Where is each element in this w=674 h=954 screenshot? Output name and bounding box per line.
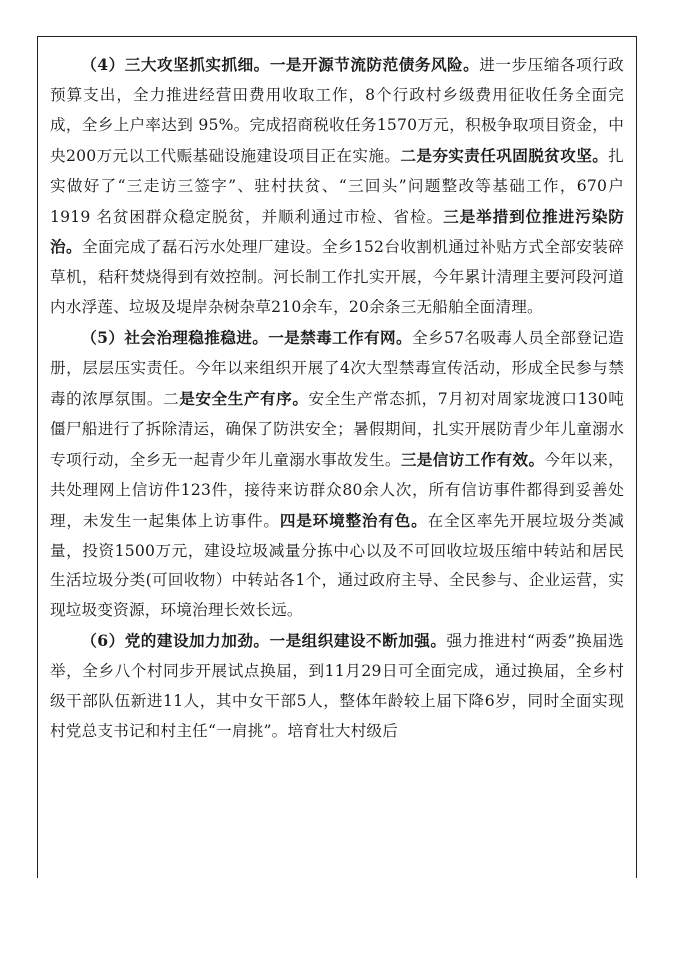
highlight-phrase: 是安全生产有序。 bbox=[179, 388, 309, 408]
body-text: 全乡57名吸毒人员全部登记造册，层层压实责任。今年以来组织开展了4次大型禁毒宣传活动，形成全民参与禁毒的浓厚氛围。二 bbox=[50, 329, 624, 408]
body-text: 进一步压缩各项行政预算支出，全力推进经营田费用收取工作，8个行政村乡级费用征收任务全面完成，全乡上户率达到 95%。完成招商税收任务1570万元，积极争取项目资金，中央200万元以工代赈基础设施建设项目正在实施。 bbox=[50, 56, 624, 165]
highlight-phrase: 二是夯实责任巩固脱贫攻坚。 bbox=[400, 145, 609, 165]
highlight-phrase: 三是举措到位推进污染防治。 bbox=[50, 206, 624, 257]
body-text: 扎实做好了“三走访三签字”、驻村扶贫、“三回头”问题整改等基础工作，670户 1919 名贫困群众稳定脱贫，并顺利通过市检、省检。 bbox=[50, 146, 624, 226]
body-text: 在全区率先开展垃圾分类减量，投资1500万元，建设垃圾减量分拣中心以及不可回收垃圾压缩中转站和居民生活垃圾分类(可回收物）中转站各1个，通过政府主导、全民参与、企业运营，实现垃圾变资源，环境治理长效长远。 bbox=[50, 511, 624, 620]
body-text: 今年以来，共处理网上信访件123件，接待来访群众80余人次，所有信访事件都得到妥善处理，未发生一起集体上访事件。 bbox=[50, 450, 624, 530]
body-text: 全面完成了磊石污水处理厂建设。全乡152台收割机通过补贴方式全部安装碎草机，秸秆焚烧得到有效控制。河长制工作扎实开展，今年累计清理主要河段河道内水浮莲、垃圾及堤岸杂树杂草210余车，20余条三无船舶全面清理。 bbox=[50, 238, 624, 317]
section-heading: （6）党的建设加力加劲。 bbox=[81, 631, 270, 651]
section-heading: （5）社会治理稳推稳进。 bbox=[81, 328, 269, 348]
paragraph-party-building bbox=[50, 626, 624, 747]
paragraph-social-governance bbox=[50, 323, 624, 626]
highlight-phrase: 四是环境整治有色。 bbox=[279, 510, 428, 530]
highlight-phrase: 三是信访工作有效。 bbox=[400, 449, 545, 469]
body-text: 安全生产常态抓，7月初对周家垅渡口130吨僵尸船进行了拆除清运，确保了防洪安全；暑假期间，扎实开展防青少年儿童溺水专项行动，全乡无一起青少年儿童溺水事故发生。 bbox=[50, 389, 624, 469]
highlight-phrase: 一是组织建设不断加强。 bbox=[269, 631, 447, 651]
highlight-phrase: 一是开源节流防范债务风险。 bbox=[269, 55, 480, 74]
body-text: 强力推进村“两委”换届选举，全乡八个村同步开展试点换届，到11月29日可全面完成，通过换届，全乡村级干部队伍新进11人，其中女干部5人，整体年龄较上届下降6岁，同时全面实现村党总支书记和村主任“一肩挑”。培育壮大村级后 bbox=[50, 632, 624, 740]
paragraph-three-battles bbox=[50, 50, 624, 323]
highlight-phrase: 一是禁毒工作有网。 bbox=[268, 328, 412, 348]
document-body bbox=[50, 50, 624, 747]
section-heading: （4）三大攻坚抓实抓细。 bbox=[81, 55, 270, 74]
